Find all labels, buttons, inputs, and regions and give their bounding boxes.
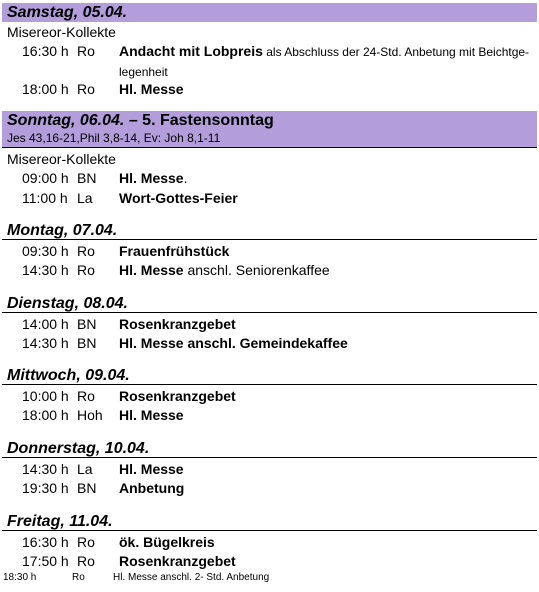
event-title: Rosenkranzgebet — [119, 388, 236, 404]
day-header-donnerstag — [2, 439, 537, 458]
event-description — [119, 80, 533, 99]
event-location: La — [77, 461, 93, 477]
event-location: Ro — [77, 43, 95, 59]
event-location: Ro — [77, 81, 95, 97]
event-note: anschl. Seniorenkaffee — [183, 262, 330, 278]
day-header-montag — [2, 221, 537, 240]
event-location: BN — [77, 316, 97, 332]
event-description — [119, 460, 533, 479]
event-description — [119, 406, 533, 425]
event-title: Anbetung — [119, 480, 185, 496]
event-description — [119, 261, 533, 280]
event-description — [119, 334, 533, 353]
event-time: 18:30 h — [3, 572, 37, 583]
event-location: Ro — [77, 388, 95, 404]
event-title: Rosenkranzgebet — [119, 553, 236, 569]
event-location: La — [77, 190, 93, 206]
event-location: Hoh — [77, 407, 103, 423]
day-title: Samstag, 05.04. — [7, 4, 128, 21]
event-description — [119, 242, 533, 261]
event-location: Ro — [72, 572, 85, 583]
collection-note: Misereor-Kollekte — [7, 24, 116, 40]
event-title: Andacht mit Lobpreis — [119, 43, 263, 59]
day-subtitle: – 5. Fastensonntag — [124, 112, 274, 129]
event-location: Ro — [77, 553, 95, 569]
event-note: . — [183, 170, 188, 186]
event-time: 16:30 h — [22, 534, 69, 550]
collection-note: Misereor-Kollekte — [7, 151, 116, 167]
event-location: BN — [77, 170, 97, 186]
event-title: Hl. Messe — [119, 407, 184, 423]
event-title: Hl. Messe anschl. Gemeindekaffee — [119, 335, 348, 351]
event-location: BN — [77, 335, 97, 351]
event-description — [119, 189, 533, 208]
event-location: Ro — [77, 534, 95, 550]
day-header-dienstag — [2, 294, 537, 313]
day-title: Montag, 07.04. — [7, 222, 118, 239]
event-time: 09:30 h — [22, 243, 69, 259]
event-title: Rosenkranzgebet — [119, 316, 236, 332]
event-location: BN — [77, 480, 97, 496]
event-time: 18:00 h — [22, 81, 69, 97]
event-location: Ro — [77, 262, 95, 278]
event-time: 11:00 h — [22, 190, 68, 206]
event-description — [119, 387, 533, 406]
event-title: Hl. Messe — [119, 170, 184, 186]
event-time: 09:00 h — [22, 170, 69, 186]
event-title: Hl. Messe — [119, 461, 184, 477]
event-title: ök. Bügelkreis — [119, 534, 215, 550]
day-title: Freitag, 11.04. — [7, 513, 113, 530]
scripture-readings: Jes 43,16-21,Phil 3,8-14, Ev: Joh 8,1-11 — [2, 131, 537, 148]
event-description — [119, 533, 533, 552]
day-title: Dienstag, 08.04. — [7, 295, 128, 312]
event-time: 18:00 h — [22, 407, 69, 423]
event-note: Hl. Messe anschl. 2- Std. Anbetung — [113, 572, 270, 583]
event-description — [119, 169, 533, 188]
event-description — [113, 572, 533, 584]
event-time: 10:00 h — [22, 388, 69, 404]
event-title: Hl. Messe — [119, 262, 184, 278]
event-time: 14:30 h — [22, 335, 69, 351]
day-title: Mittwoch, 09.04. — [7, 367, 130, 384]
event-time: 16:30 h — [22, 43, 69, 59]
event-time: 19:30 h — [22, 480, 69, 496]
event-time: 14:00 h — [22, 316, 69, 332]
event-description — [119, 552, 533, 571]
day-title: Donnerstag, 10.04. — [7, 440, 150, 457]
event-description — [119, 42, 533, 82]
event-time: 14:30 h — [22, 461, 69, 477]
event-title: Hl. Messe — [119, 81, 184, 97]
day-header-freitag — [2, 512, 537, 531]
event-time: 17:50 h — [22, 553, 69, 569]
event-description — [119, 479, 533, 498]
event-description — [119, 315, 533, 334]
event-title: Wort-Gottes-Feier — [119, 190, 238, 206]
day-title: Sonntag, 06.04. — [7, 112, 125, 129]
day-header-mittwoch — [2, 366, 537, 385]
event-note: als Abschluss der 24-Std. Anbetung mit Beichtge-legenheit — [119, 45, 530, 79]
event-time: 14:30 h — [22, 262, 69, 278]
day-header-samstag — [2, 3, 537, 22]
day-header-sonntag — [2, 111, 537, 131]
event-title: Frauenfrühstück — [119, 243, 230, 259]
event-location: Ro — [77, 243, 95, 259]
